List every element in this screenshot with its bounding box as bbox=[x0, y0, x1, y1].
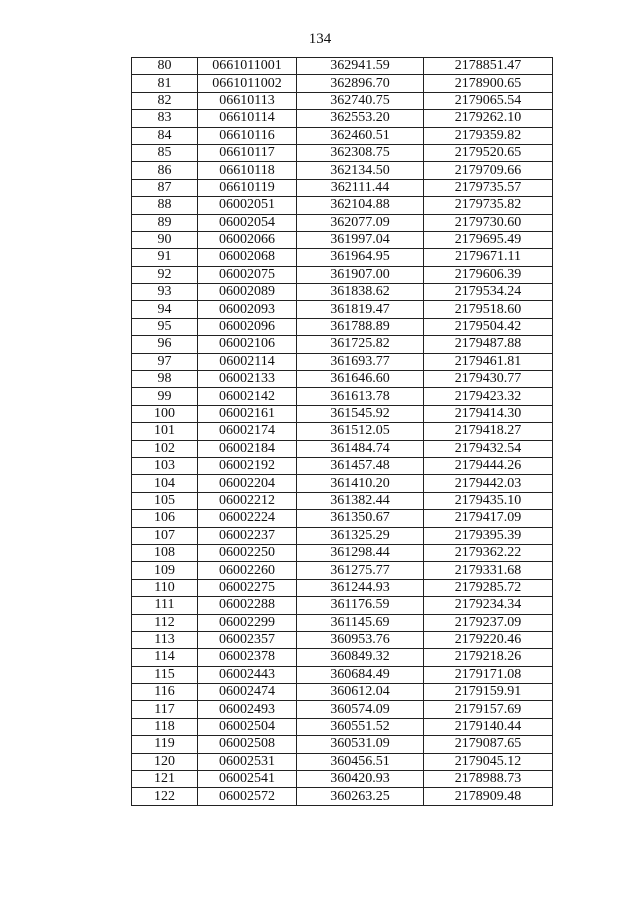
x-coordinate-cell: 360953.76 bbox=[297, 631, 424, 648]
table-row bbox=[132, 492, 553, 509]
x-coordinate-cell: 362460.51 bbox=[297, 127, 424, 144]
row-number-cell: 103 bbox=[132, 457, 198, 474]
point-id-cell: 06002184 bbox=[198, 440, 297, 457]
row-number-cell: 83 bbox=[132, 110, 198, 127]
row-number-cell: 115 bbox=[132, 666, 198, 683]
y-coordinate-cell: 2179395.39 bbox=[424, 527, 553, 544]
table-row bbox=[132, 162, 553, 179]
table-row bbox=[132, 231, 553, 248]
row-number-cell: 104 bbox=[132, 475, 198, 492]
x-coordinate-cell: 361145.69 bbox=[297, 614, 424, 631]
table-row bbox=[132, 301, 553, 318]
row-number-cell: 95 bbox=[132, 318, 198, 335]
row-number-cell: 119 bbox=[132, 736, 198, 753]
y-coordinate-cell: 2179045.12 bbox=[424, 753, 553, 770]
point-id-cell: 06002504 bbox=[198, 718, 297, 735]
table-row bbox=[132, 440, 553, 457]
y-coordinate-cell: 2179534.24 bbox=[424, 284, 553, 301]
x-coordinate-cell: 362941.59 bbox=[297, 58, 424, 75]
point-id-cell: 06002474 bbox=[198, 684, 297, 701]
table-row bbox=[132, 249, 553, 266]
y-coordinate-cell: 2178900.65 bbox=[424, 75, 553, 92]
point-id-cell: 06002068 bbox=[198, 249, 297, 266]
x-coordinate-cell: 361997.04 bbox=[297, 231, 424, 248]
row-number-cell: 85 bbox=[132, 144, 198, 161]
table-row bbox=[132, 544, 553, 561]
x-coordinate-cell: 361693.77 bbox=[297, 353, 424, 370]
point-id-cell: 06002288 bbox=[198, 597, 297, 614]
point-id-cell: 06002093 bbox=[198, 301, 297, 318]
x-coordinate-cell: 361819.47 bbox=[297, 301, 424, 318]
x-coordinate-cell: 361298.44 bbox=[297, 544, 424, 561]
y-coordinate-cell: 2179285.72 bbox=[424, 579, 553, 596]
y-coordinate-cell: 2179414.30 bbox=[424, 405, 553, 422]
x-coordinate-cell: 362134.50 bbox=[297, 162, 424, 179]
point-id-cell: 06002054 bbox=[198, 214, 297, 231]
row-number-cell: 107 bbox=[132, 527, 198, 544]
row-number-cell: 100 bbox=[132, 405, 198, 422]
x-coordinate-cell: 360684.49 bbox=[297, 666, 424, 683]
y-coordinate-cell: 2179065.54 bbox=[424, 92, 553, 109]
y-coordinate-cell: 2179140.44 bbox=[424, 718, 553, 735]
row-number-cell: 109 bbox=[132, 562, 198, 579]
point-id-cell: 06002260 bbox=[198, 562, 297, 579]
point-id-cell: 06002212 bbox=[198, 492, 297, 509]
table-row bbox=[132, 388, 553, 405]
point-id-cell: 06002275 bbox=[198, 579, 297, 596]
point-id-cell: 06002378 bbox=[198, 649, 297, 666]
y-coordinate-cell: 2179262.10 bbox=[424, 110, 553, 127]
row-number-cell: 114 bbox=[132, 649, 198, 666]
point-id-cell: 06002443 bbox=[198, 666, 297, 683]
point-id-cell: 06002075 bbox=[198, 266, 297, 283]
table-body bbox=[132, 58, 553, 806]
row-number-cell: 105 bbox=[132, 492, 198, 509]
row-number-cell: 82 bbox=[132, 92, 198, 109]
y-coordinate-cell: 2179418.27 bbox=[424, 423, 553, 440]
table-row bbox=[132, 110, 553, 127]
row-number-cell: 102 bbox=[132, 440, 198, 457]
y-coordinate-cell: 2179171.08 bbox=[424, 666, 553, 683]
table-row bbox=[132, 510, 553, 527]
point-id-cell: 06002133 bbox=[198, 371, 297, 388]
x-coordinate-cell: 361788.89 bbox=[297, 318, 424, 335]
y-coordinate-cell: 2179234.34 bbox=[424, 597, 553, 614]
y-coordinate-cell: 2179735.57 bbox=[424, 179, 553, 196]
table-row bbox=[132, 318, 553, 335]
point-id-cell: 06002161 bbox=[198, 405, 297, 422]
point-id-cell: 06002096 bbox=[198, 318, 297, 335]
table-row bbox=[132, 718, 553, 735]
point-id-cell: 06002357 bbox=[198, 631, 297, 648]
y-coordinate-cell: 2179423.32 bbox=[424, 388, 553, 405]
y-coordinate-cell: 2179518.60 bbox=[424, 301, 553, 318]
table-row bbox=[132, 562, 553, 579]
y-coordinate-cell: 2179159.91 bbox=[424, 684, 553, 701]
table-row bbox=[132, 266, 553, 283]
row-number-cell: 88 bbox=[132, 197, 198, 214]
x-coordinate-cell: 362740.75 bbox=[297, 92, 424, 109]
table-row bbox=[132, 788, 553, 805]
x-coordinate-cell: 361382.44 bbox=[297, 492, 424, 509]
x-coordinate-cell: 362077.09 bbox=[297, 214, 424, 231]
row-number-cell: 90 bbox=[132, 231, 198, 248]
y-coordinate-cell: 2179520.65 bbox=[424, 144, 553, 161]
table-row bbox=[132, 684, 553, 701]
x-coordinate-cell: 361410.20 bbox=[297, 475, 424, 492]
y-coordinate-cell: 2179671.11 bbox=[424, 249, 553, 266]
table-row bbox=[132, 614, 553, 631]
x-coordinate-cell: 360420.93 bbox=[297, 771, 424, 788]
table-row bbox=[132, 457, 553, 474]
point-id-cell: 06002114 bbox=[198, 353, 297, 370]
table-row bbox=[132, 75, 553, 92]
row-number-cell: 122 bbox=[132, 788, 198, 805]
table-row bbox=[132, 579, 553, 596]
coordinates-table bbox=[131, 57, 553, 806]
table-row bbox=[132, 666, 553, 683]
y-coordinate-cell: 2179432.54 bbox=[424, 440, 553, 457]
table-row bbox=[132, 179, 553, 196]
point-id-cell: 06610116 bbox=[198, 127, 297, 144]
table-row bbox=[132, 284, 553, 301]
y-coordinate-cell: 2179430.77 bbox=[424, 371, 553, 388]
table-row bbox=[132, 736, 553, 753]
row-number-cell: 94 bbox=[132, 301, 198, 318]
x-coordinate-cell: 360612.04 bbox=[297, 684, 424, 701]
table-row bbox=[132, 649, 553, 666]
table-row bbox=[132, 475, 553, 492]
x-coordinate-cell: 361907.00 bbox=[297, 266, 424, 283]
x-coordinate-cell: 360456.51 bbox=[297, 753, 424, 770]
table-row bbox=[132, 701, 553, 718]
y-coordinate-cell: 2179709.66 bbox=[424, 162, 553, 179]
y-coordinate-cell: 2179461.81 bbox=[424, 353, 553, 370]
x-coordinate-cell: 361545.92 bbox=[297, 405, 424, 422]
y-coordinate-cell: 2179695.49 bbox=[424, 231, 553, 248]
row-number-cell: 96 bbox=[132, 336, 198, 353]
x-coordinate-cell: 361484.74 bbox=[297, 440, 424, 457]
row-number-cell: 87 bbox=[132, 179, 198, 196]
y-coordinate-cell: 2178909.48 bbox=[424, 788, 553, 805]
y-coordinate-cell: 2179730.60 bbox=[424, 214, 553, 231]
row-number-cell: 108 bbox=[132, 544, 198, 561]
x-coordinate-cell: 361457.48 bbox=[297, 457, 424, 474]
y-coordinate-cell: 2179237.09 bbox=[424, 614, 553, 631]
y-coordinate-cell: 2179435.10 bbox=[424, 492, 553, 509]
x-coordinate-cell: 361244.93 bbox=[297, 579, 424, 596]
row-number-cell: 93 bbox=[132, 284, 198, 301]
y-coordinate-cell: 2179331.68 bbox=[424, 562, 553, 579]
row-number-cell: 80 bbox=[132, 58, 198, 75]
point-id-cell: 06002142 bbox=[198, 388, 297, 405]
y-coordinate-cell: 2178851.47 bbox=[424, 58, 553, 75]
table-row bbox=[132, 353, 553, 370]
y-coordinate-cell: 2179606.39 bbox=[424, 266, 553, 283]
y-coordinate-cell: 2179442.03 bbox=[424, 475, 553, 492]
x-coordinate-cell: 362104.88 bbox=[297, 197, 424, 214]
y-coordinate-cell: 2179218.26 bbox=[424, 649, 553, 666]
x-coordinate-cell: 362308.75 bbox=[297, 144, 424, 161]
point-id-cell: 06610119 bbox=[198, 179, 297, 196]
point-id-cell: 06002204 bbox=[198, 475, 297, 492]
row-number-cell: 98 bbox=[132, 371, 198, 388]
table-row bbox=[132, 92, 553, 109]
y-coordinate-cell: 2179487.88 bbox=[424, 336, 553, 353]
table-row bbox=[132, 423, 553, 440]
row-number-cell: 118 bbox=[132, 718, 198, 735]
table-row bbox=[132, 336, 553, 353]
row-number-cell: 112 bbox=[132, 614, 198, 631]
table-row bbox=[132, 527, 553, 544]
y-coordinate-cell: 2179220.46 bbox=[424, 631, 553, 648]
x-coordinate-cell: 361512.05 bbox=[297, 423, 424, 440]
y-coordinate-cell: 2179087.65 bbox=[424, 736, 553, 753]
table-row bbox=[132, 597, 553, 614]
x-coordinate-cell: 360263.25 bbox=[297, 788, 424, 805]
table-row bbox=[132, 753, 553, 770]
point-id-cell: 06610118 bbox=[198, 162, 297, 179]
x-coordinate-cell: 362111.44 bbox=[297, 179, 424, 196]
point-id-cell: 06002493 bbox=[198, 701, 297, 718]
x-coordinate-cell: 360531.09 bbox=[297, 736, 424, 753]
row-number-cell: 97 bbox=[132, 353, 198, 370]
point-id-cell: 06610114 bbox=[198, 110, 297, 127]
point-id-cell: 06002089 bbox=[198, 284, 297, 301]
point-id-cell: 0661011002 bbox=[198, 75, 297, 92]
x-coordinate-cell: 361964.95 bbox=[297, 249, 424, 266]
x-coordinate-cell: 362896.70 bbox=[297, 75, 424, 92]
x-coordinate-cell: 360551.52 bbox=[297, 718, 424, 735]
page-number: 134 bbox=[308, 31, 332, 47]
table-row bbox=[132, 58, 553, 75]
y-coordinate-cell: 2179504.42 bbox=[424, 318, 553, 335]
row-number-cell: 116 bbox=[132, 684, 198, 701]
table-row bbox=[132, 144, 553, 161]
table-row bbox=[132, 127, 553, 144]
x-coordinate-cell: 360849.32 bbox=[297, 649, 424, 666]
row-number-cell: 101 bbox=[132, 423, 198, 440]
point-id-cell: 06610113 bbox=[198, 92, 297, 109]
point-id-cell: 06002531 bbox=[198, 753, 297, 770]
point-id-cell: 06002192 bbox=[198, 457, 297, 474]
point-id-cell: 06002224 bbox=[198, 510, 297, 527]
x-coordinate-cell: 360574.09 bbox=[297, 701, 424, 718]
point-id-cell: 06002541 bbox=[198, 771, 297, 788]
x-coordinate-cell: 361646.60 bbox=[297, 371, 424, 388]
y-coordinate-cell: 2179444.26 bbox=[424, 457, 553, 474]
table-row bbox=[132, 771, 553, 788]
y-coordinate-cell: 2179359.82 bbox=[424, 127, 553, 144]
y-coordinate-cell: 2179417.09 bbox=[424, 510, 553, 527]
table-row bbox=[132, 371, 553, 388]
table-row bbox=[132, 405, 553, 422]
y-coordinate-cell: 2178988.73 bbox=[424, 771, 553, 788]
point-id-cell: 06002051 bbox=[198, 197, 297, 214]
x-coordinate-cell: 361275.77 bbox=[297, 562, 424, 579]
x-coordinate-cell: 361838.62 bbox=[297, 284, 424, 301]
table-row bbox=[132, 214, 553, 231]
y-coordinate-cell: 2179362.22 bbox=[424, 544, 553, 561]
row-number-cell: 111 bbox=[132, 597, 198, 614]
x-coordinate-cell: 361725.82 bbox=[297, 336, 424, 353]
x-coordinate-cell: 361325.29 bbox=[297, 527, 424, 544]
point-id-cell: 06610117 bbox=[198, 144, 297, 161]
point-id-cell: 06002237 bbox=[198, 527, 297, 544]
point-id-cell: 06002572 bbox=[198, 788, 297, 805]
x-coordinate-cell: 361613.78 bbox=[297, 388, 424, 405]
x-coordinate-cell: 361176.59 bbox=[297, 597, 424, 614]
y-coordinate-cell: 2179157.69 bbox=[424, 701, 553, 718]
row-number-cell: 91 bbox=[132, 249, 198, 266]
x-coordinate-cell: 361350.67 bbox=[297, 510, 424, 527]
row-number-cell: 110 bbox=[132, 579, 198, 596]
point-id-cell: 06002106 bbox=[198, 336, 297, 353]
row-number-cell: 84 bbox=[132, 127, 198, 144]
y-coordinate-cell: 2179735.82 bbox=[424, 197, 553, 214]
row-number-cell: 99 bbox=[132, 388, 198, 405]
row-number-cell: 121 bbox=[132, 771, 198, 788]
row-number-cell: 106 bbox=[132, 510, 198, 527]
table-row bbox=[132, 631, 553, 648]
point-id-cell: 06002508 bbox=[198, 736, 297, 753]
row-number-cell: 81 bbox=[132, 75, 198, 92]
row-number-cell: 86 bbox=[132, 162, 198, 179]
row-number-cell: 89 bbox=[132, 214, 198, 231]
table-row bbox=[132, 197, 553, 214]
row-number-cell: 120 bbox=[132, 753, 198, 770]
row-number-cell: 117 bbox=[132, 701, 198, 718]
point-id-cell: 06002299 bbox=[198, 614, 297, 631]
row-number-cell: 113 bbox=[132, 631, 198, 648]
point-id-cell: 06002250 bbox=[198, 544, 297, 561]
point-id-cell: 0661011001 bbox=[198, 58, 297, 75]
x-coordinate-cell: 362553.20 bbox=[297, 110, 424, 127]
point-id-cell: 06002174 bbox=[198, 423, 297, 440]
row-number-cell: 92 bbox=[132, 266, 198, 283]
point-id-cell: 06002066 bbox=[198, 231, 297, 248]
